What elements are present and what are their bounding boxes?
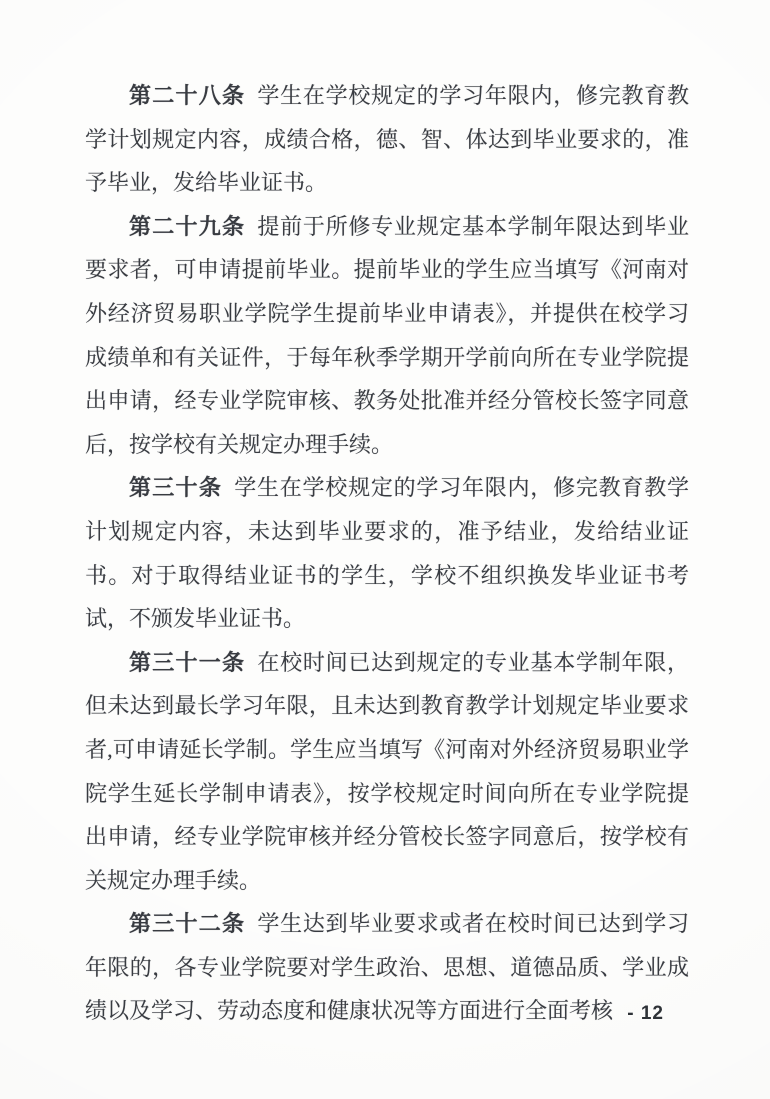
- article-paragraph: [85, 641, 689, 903]
- article-body: 在校时间已达到规定的专业基本学制年限，但未达到最长学习年限，且未达到教育教学计划规定毕业要求者,可申请延长学制。学生应当填写《河南对外经济贸易职业学院学生延长学制申请表》，按学校规定时间向所在专业学院提出申请，经专业学院审核并经分管校长签字同意后，按学校有关规定办理手续。: [85, 649, 689, 893]
- article-number: 第二十九条: [129, 213, 246, 239]
- article-paragraph: [85, 466, 689, 640]
- article-number: 第二十八条: [129, 83, 246, 108]
- article-body: 学生在学校规定的学习年限内，修完教育教学计划规定内容，未达到毕业要求的，准予结业，发给结业证书。对于取得结业证书的学生，学校不组织换发毕业证书考试，不颁发毕业证书。: [85, 475, 689, 632]
- article-paragraph: [85, 902, 689, 1033]
- article-paragraph: [85, 74, 689, 205]
- article-paragraph: [85, 205, 689, 467]
- article-body: 学生在学校规定的学习年限内，修完教育教学计划规定内容，成绩合格，德、智、体达到毕业要求的，准予毕业，发给毕业证书。: [85, 83, 689, 196]
- article-number: 第三十一条: [129, 649, 246, 675]
- page-number: - 12: [627, 1003, 664, 1024]
- article-body: 提前于所修专业规定基本学制年限达到毕业要求者，可申请提前毕业。提前毕业的学生应当填写《河南对外经济贸易职业学院学生提前毕业申请表》，并提供在校学习成绩单和有关证件，于每年秋季学期开学前向所在专业学院提出申请，经专业学院审核、教务处批准并经分管校长签字同意后，按学校有关规定办理手续。: [85, 213, 689, 457]
- article-number: 第三十条: [129, 475, 223, 501]
- article-body: 学生达到毕业要求或者在校时间已达到学习年限的，各专业学院要对学生政治、思想、道德品质、学业成绩以及学习、劳动态度和健康状况等方面进行全面考核: [85, 911, 689, 1024]
- article-number: 第三十二条: [129, 911, 246, 937]
- document-body: [85, 74, 689, 1033]
